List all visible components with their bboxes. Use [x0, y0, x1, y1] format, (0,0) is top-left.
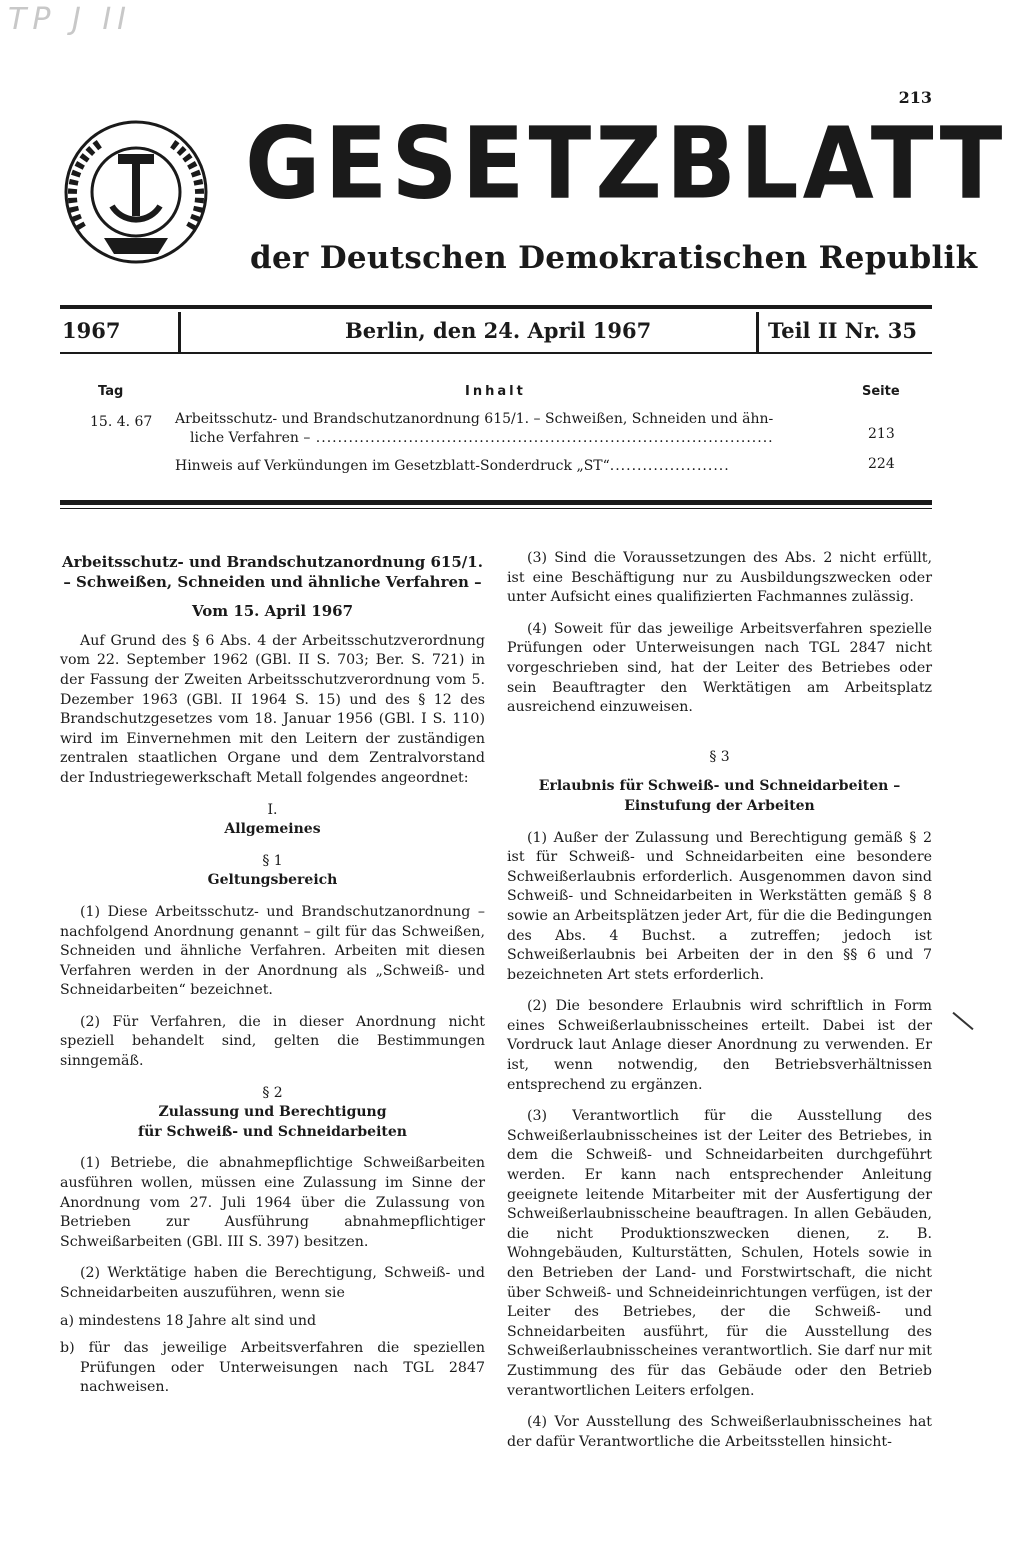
paragraph: (2) Die besondere Erlaubnis wird schriftlich in Form eines Schweißerlaubnisscheines erteilt. Dabei ist der Vordruck laut Anlage dieser Anordnung zu verwenden. Er ist, wenn notwendig, den Betriebsverhältnissen entsprechend zu ergänzen. — [507, 998, 932, 1093]
section-title-cont: Einstufung der Arbeiten — [624, 797, 815, 814]
leader-dots: ...................... — [609, 458, 730, 474]
section-number: § 1 — [262, 852, 283, 869]
right-column — [507, 549, 932, 1464]
gazette-subtitle: der Deutschen Demokratischen Republik — [250, 240, 978, 276]
handwritten-scribble: TP J II — [8, 2, 133, 37]
divider — [756, 312, 759, 352]
section-title-cont: für Schweiß- und Schneidarbeiten — [138, 1123, 407, 1140]
toc-row-title-text: Hinweis auf Verkündungen im Gesetzblatt-Sonderdruck „ST“ — [175, 458, 610, 474]
paragraph: (2) Für Verfahren, die in dieser Anordnung nicht speziell behandelt sind, gelten die Bestimmungen sinngemäß. — [60, 1013, 485, 1070]
divider — [178, 312, 181, 352]
issue-place-date: Berlin, den 24. April 1967 — [345, 318, 652, 343]
preamble: Auf Grund des § 6 Abs. 4 der Arbeitsschutzverordnung vom 22. September 1962 (GBl. II S. 703; Ber. S. 721) in der Fassung der Zweiten Arbeitsschutzverordnung vom 5. Dezember 1963 (GBl. II 1964 S. 15) und des § 12 des Brandschutzgesetzes vom 18. Januar 1956 (GBl. I S. 110) wird im Einvernehmen mit den Leitern der zuständigen zentralen staatlichen Organe und dem Zentralvorstand der Industriegewerkschaft Metall folgendes angeordnet: — [60, 632, 485, 786]
toc-row-title — [175, 458, 730, 474]
paragraph: (1) Diese Arbeitsschutz- und Brandschutzanordnung – nachfolgend Anordnung genannt – gilt für das Schweißen, Schneiden und ähnliche Verfahren. Arbeiten mit diesen Verfahren werden in der Anordnung als „Schweiß- und Schneidarbeiten“ bezeichnet. — [60, 903, 485, 999]
toc-row-page: 213 — [868, 426, 895, 442]
paragraph: (2) Werktätige haben die Berechtigung, Schweiß- und Schneidarbeiten auszuführen, wenn sie — [60, 1265, 485, 1301]
toc-row-day: 15. 4. 67 — [90, 414, 153, 430]
state-emblem-icon — [62, 118, 210, 266]
section-number: § 2 — [262, 1084, 283, 1101]
toc-col-page: Seite — [862, 384, 900, 399]
ordinance-heading: Arbeitsschutz- und Brandschutzanordnung 615/1. — [62, 553, 483, 571]
paragraph: (1) Außer der Zulassung und Berechtigung gemäß § 2 ist für Schweiß- und Schneidarbeiten eine besondere Schweißerlaubnis erforderlich. Ausgenommen davon sind Schweiß- und Schneidarbeiten in Werkstätten gemäß § 8 sowie an Arbeitsplätzen jeder Art, für die die Bedingungen des Abs. 4 Buchst. a zutreffen; jedoch ist Schweißerlaubnis bei Arbeiten der in den §§ 6 und 7 bezeichneten Art stets erforderlich. — [507, 829, 932, 983]
header-top-rule — [60, 305, 932, 309]
page-number: 213 — [898, 88, 932, 107]
gazette-title: GESETZBLATT — [245, 105, 1007, 222]
margin-mark — [952, 1012, 973, 1030]
paragraph: (3) Verantwortlich für die Ausstellung des Schweißerlaubnisscheines ist der Leiter des Betriebes, in dem die Schweiß- und Schneidarbeiten durchgeführt werden. Er kann nach entsprechender Anleitung geeignete leitende Mitarbeiter mit der Ausfertigung der Schweißerlaubnisscheine beauftragen. In allen Gebäuden, die nicht Produktionszwecken dienen, z. B. Wohngebäuden, Kulturstätten, Schulen, Hotels sowie in den Betrieben der Land- und Forstwirtschaft, die nicht über Schweiß- und Schneideinrichtungen verfügen, ist der Leiter des Betriebes, der die Schweiß- und Schneidarbeiten ausführt, für die Ausstellung des Schweißerlaubnisscheines verantwortlich. Sie darf nur mit Zustimmung des für das Gebäude oder den Betrieb verantwortlichen Leiters erfolgen. — [507, 1108, 932, 1399]
leader-dots: .................................................................................... — [310, 430, 774, 446]
ordinance-subheading: – Schweißen, Schneiden und ähnliche Verfahren – — [63, 572, 482, 591]
header-bottom-rule — [60, 352, 932, 354]
toc-row-title-line2: liche Verfahren – — [190, 430, 311, 446]
section-title: Zulassung und Berechtigung — [158, 1104, 387, 1121]
list-item: a) mindestens 18 Jahre alt sind und — [60, 1312, 317, 1329]
issue-number: Teil II Nr. 35 — [768, 318, 917, 343]
left-column — [60, 553, 485, 1406]
toc-col-day: Tag — [98, 384, 124, 399]
section-title: Geltungsbereich — [207, 872, 338, 889]
paragraph: (4) Soweit für das jeweilige Arbeitsverfahren spezielle Prüfungen oder Unterweisungen nach TGL 2847 nicht vorgeschrieben sind, hat der Leiter des Betriebes oder sein Beauftragter den Werktätigen am Arbeitsplatz ausreichend einzuweisen. — [507, 620, 932, 716]
section-number: § 3 — [709, 748, 730, 765]
toc-row-title-cont — [190, 430, 774, 446]
paragraph: (3) Sind die Voraussetzungen des Abs. 2 nicht erfüllt, ist eine Beschäftigung nur zu Ausbildungszwecken oder unter Aufsicht eines qualifizierten Fachmannes zulässig. — [507, 550, 932, 606]
toc-row-page: 224 — [868, 456, 895, 472]
list-item: b) für das jeweilige Arbeitsverfahren die speziellen Prüfungen oder Unterweisungen nach TGL 2847 nachweisen. — [60, 1340, 485, 1396]
section-title: Erlaubnis für Schweiß- und Schneidarbeiten – — [538, 778, 901, 795]
paragraph: (1) Betriebe, die abnahmepflichtige Schweißarbeiten ausführen wollen, müssen eine Zulassung im Sinne der Anordnung vom 27. Juli 1964 über die Zulassung von Betrieben zur Ausführung abnahmepflichtiger Schweißarbeiten (GBl. III S. 397) besitzen. — [60, 1155, 485, 1250]
part-number: I. — [267, 801, 278, 818]
toc-col-content: Inhalt — [465, 384, 526, 399]
toc-row-title: Arbeitsschutz- und Brandschutzanordnung 615/1. – Schweißen, Schneiden und ähn- — [175, 411, 774, 427]
toc-bottom-rule — [60, 500, 932, 505]
issue-year: 1967 — [62, 318, 121, 343]
ordinance-date: Vom 15. April 1967 — [191, 602, 354, 621]
toc-bottom-rule-thin — [60, 508, 932, 509]
part-title: Allgemeines — [224, 821, 321, 838]
paragraph: (4) Vor Ausstellung des Schweißerlaubnisscheines hat der dafür Verantwortliche die Arbeitsstellen hinsicht- — [507, 1414, 932, 1450]
issue-info-bar — [60, 312, 932, 352]
